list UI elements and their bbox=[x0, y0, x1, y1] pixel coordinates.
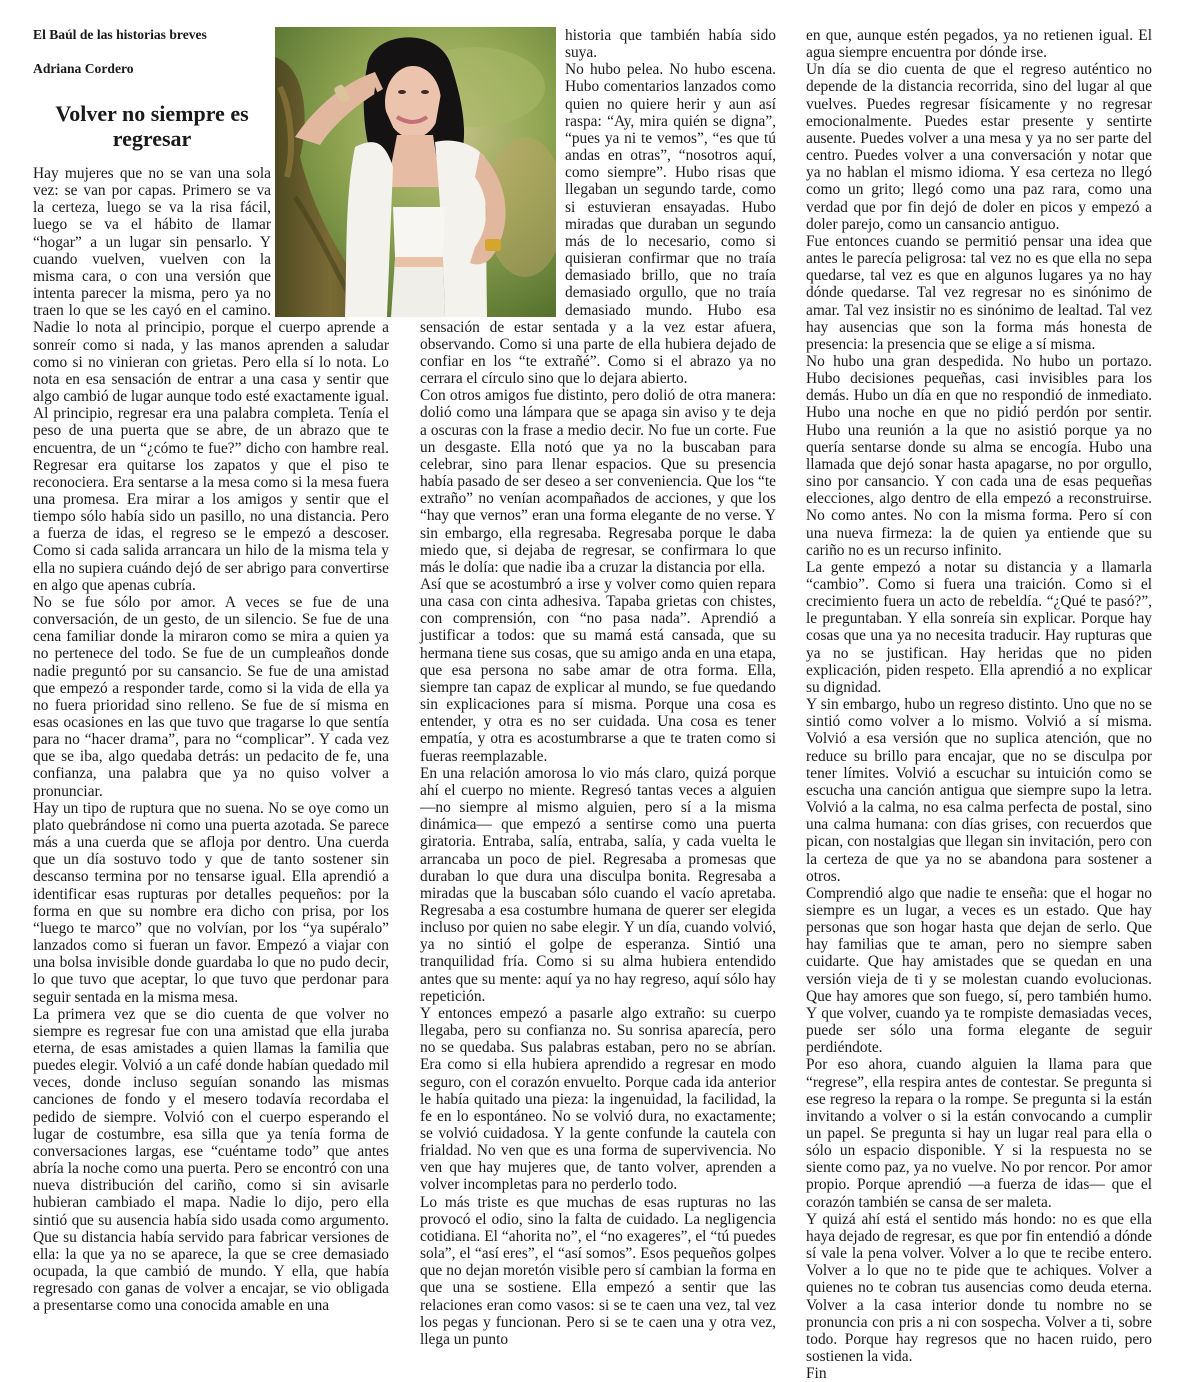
paragraph: La primera vez que se dio cuenta de que volver no siempre es regresar fue con una amistad que ella juraba eterna, de esas amistades a quien llamas la familia que puedes elegir. Volvió a un café donde habían quedado mil veces, donde incluso seguían sonando las mismas canciones de fondo y el mesero todavía recordaba el pedido de siempre. Volvió con el cuerpo esperando el lugar de costumbre, esa silla que ya tenía forma de conversaciones largas, ese “cuéntame todo” que antes abría la noche como una puerta. Pero se encontró con una nueva distribución del cariño, como si sin avisarle hubieran cambiado el mapa. Nadie lo dijo, pero ella sintió que su ausencia había sido usada como argumento. Que su distancia había servido para fabricar versiones de ella: la que ya no se aparece, la que se cree demasiado ocupada, la que cambió de mundo. Y ella, que había regresado con ganas de volver a encajar, se vio obligada a presentarse como una conocida amable en una bbox=[33, 1005, 389, 1315]
paragraph: Fue entonces cuando se permitió pensar una idea que antes le parecía peligrosa: tal vez no es que ella no sepa quedarse, tal vez es que en algunos lugares ya no hay dónde quedarse. Tal vez regresar no es sinónimo de amar. Tal vez insistir no es sinónimo de lealtad. Tal vez hay ausencias que son la forma más honesta de presencia: la presencia que se elige a sí misma. bbox=[806, 232, 1152, 353]
end-mark: Fin bbox=[806, 1365, 827, 1382]
paragraph: Hay mujeres que no se van una sola vez: se van por capas. Primero se va la certeza, luego se va la risa fácil, luego se va el hábito de llamar “hogar” a un lugar sin pensarlo. Y cuando vuelven, vuelven con la misma cara, o con una versión que intenta parecer la misma, pero ya no traen lo que se les cayó en el camino. Nadie lo nota al principio, porque el cuerpo aprende a sonreír como si nada, y las manos aprenden a saludar como si no vinieran con grietas. Pero ella sí lo nota. Lo nota en esa sensación de entrar a una casa y sentir que algo cambió de lugar aunque todo esté exactamente igual. bbox=[33, 165, 389, 406]
article-title: Volver no siempre es regresar bbox=[55, 101, 249, 151]
paragraph: Hay un tipo de ruptura que no suena. No se oye como un plato quebrándose ni como una puerta azotada. Se parece más a una cuerda que se afloja por dentro. Una cuerda que un día sostuvo todo y que de tanto sostener sin descanso termina por no tensarse igual. Ella aprendió a identificar esas rupturas por detalles pequeños: por la forma en que su nombre era dicho con prisa, por los “luego te marco” que no volvían, por los “ya supéralo” lanzados como si fueran un favor. Empezó a viajar con una bolsa invisible donde guardaba lo que no pudo decir, lo que tuvo que aceptar, lo que tuvo que perdonar para seguir sentada en la misma mesa. bbox=[33, 799, 389, 1006]
column-2 bbox=[420, 27, 776, 1348]
paragraph: En una relación amorosa lo vio más claro, quizá porque ahí el cuerpo no miente. Regresó tantas veces a alguien —no siempre al mismo alguien, pero sí a la misma dinámica— que empezó a sentirse como una puerta giratoria. Entraba, salía, entraba, salía, y cada vuelta le arrancaba un poco de piel. Regresaba a promesas que duraban lo que dura una disculpa bonita. Regresaba a miradas que la buscaban sólo cuando el vacío apretaba. Regresaba a esa costumbre humana de querer ser elegida incluso por quien no sabe elegir. Y un día, cuando volvió, ya no sintió el golpe de esperanza. Sintió una tranquilidad fría. Como si su alma hubiera entendido antes que su mente: aquí ya no hay regreso, aquí sólo hay repetición. bbox=[420, 764, 776, 1005]
photo-wrap-spacer bbox=[271, 27, 389, 319]
paragraph: La gente empezó a notar su distancia y a llamarla “cambio”. Como si fuera una traición. Como si el crecimiento fuera un acto de rebeldía. “¿Qué te pasó?”, le preguntaban. Y ella sonreía sin explicar. Porque hay cosas que una ya no necesita traducir. Hay rupturas que ya no se justifican. Hay heridas que no piden explicación, piden respeto. Ella aprendió a no explicar su dignidad. bbox=[806, 558, 1152, 696]
paragraph: Y entonces empezó a pasarle algo extraño: su cuerpo llegaba, pero su confianza no. Su sonrisa aparecía, pero no se quedaba. Sus palabras estaban, pero no se abrían. Era como si ella hubiera aprendido a regresar en modo seguro, con el corazón envuelto. Porque cada ida anterior le había quitado una pieza: la ingenuidad, la facilidad, la fe en lo espontáneo. No se volvió dura, no exactamente; se volvió cuidadosa. Y la gente confunde la cautela con frialdad. No ven que es una forma de supervivencia. No ven que hay mujeres que, de tanto volver, aprenden a volver incompletas para no perderlo todo. bbox=[420, 1004, 776, 1194]
paragraph: Al principio, regresar era una palabra completa. Tenía el peso de una puerta que se abre, de un abrazo que te encuentra, de un “¿cómo te fue?” dicho con hambre real. Regresar era quitarse los zapatos y que el piso te reconociera. Era sentarse a la mesa como si la mesa fuera una promesa. Era mirar a los amigos y sentir que el tiempo sólo había sido un pasillo, no una distancia. Pero a fuerza de idas, el regreso se le empezó a descoser. Como si cada salida arrancara un hilo de la misma tela y ella no supiera cuándo dejó de ser abrigo para convertirse en algo que apenas cubría. bbox=[33, 405, 389, 594]
paragraph: Comprendió algo que nadie te enseña: que el hogar no siempre es un lugar, a veces es un estado. Que hay personas que son hogar hasta que dejan de serlo. Que hay familias que te aman, pero no siempre saben cuidarte. Que hay amistades que se quedan en una versión vieja de ti y se molestan cuando evolucionas. Que hay amores que son fuego, sí, pero también humo. Y que volver, cuando ya te rompiste demasiadas veces, puede ser sólo una forma elegante de seguir perdiéndote. bbox=[806, 884, 1152, 1057]
paragraph: No hubo una gran despedida. No hubo un portazo. Hubo decisiones pequeñas, casi invisibles para los demás. Hubo un día en que no respondió de inmediato. Hubo una noche en que no pidió perdón por sentir. Hubo una reunión a la que no asistió porque ya no quería sentarse donde su alma se encogía. Hubo una llamada que dejó sonar hasta apagarse, no por orgullo, sino por cansancio. Y con cada una de esas pequeñas elecciones, algo dentro de ella empezó a reconstruirse. No como antes. No con la misma forma. Pero sí con una nueva firmeza: la de quien ya entiende que su cariño no es un recurso infinito. bbox=[806, 352, 1152, 559]
paragraph: Y quizá ahí está el sentido más hondo: no es que ella haya dejado de regresar, es que por fin entendió a dónde sí vale la pena volver. Volver a lo que te recibe entero. Volver a lo que no te pide que te achiques. Volver a quienes no te cobran tus ausencias como deuda eterna. Volver a la casa interior donde tu nombre no se pronuncia con pris a ni con sospecha. Volver a ti, sobre todo. Porque hay regresos que no hacen ruido, pero sostienen la vida. bbox=[806, 1210, 1152, 1366]
paragraph: Un día se dio cuenta de que el regreso auténtico no depende de la distancia recorrida, sino del lugar al que vuelves. Puedes regresar físicamente y no regresar emocionalmente. Puedes estar presente y sentirte ausente. Puedes volver a una mesa y ya no ser parte del centro. Puedes volver a una conversación y notar que ya no hablan el mismo idioma. Y esa certeza no llegó como un grito; llegó como una paz rara, como una verdad que por fin dejó de doler en picos y empezó a doler parejo, como un cansancio antiguo. bbox=[806, 61, 1152, 233]
paragraph: Y sin embargo, hubo un regreso distinto. Uno que no se sintió como volver a lo mismo. Volvió a sí misma. Volvió a esa versión que no suplica atención, que no reduce su brillo para encajar, que no se disculpa por tener límites. Volvió a escuchar su intuición como se escucha una canción antigua que siempre supo la letra. Volvió a la calma, no esa calma perfecta de postal, sino una calma humana: con días grises, con recuerdos que pican, con nostalgias que llegan sin invitación, pero con la certeza de que ya no se abandona para sostener a otros. bbox=[806, 696, 1152, 885]
paragraph: Lo más triste es que muchas de esas rupturas no las provocó el odio, sino la falta de cuidado. La negligencia cotidiana. El “ahorita no”, el “no exageres”, el “tú puedes sola”, el “así eres”, el “así somos”. Esos pequeños golpes que no dejan moretón visible pero sí cambian la forma en que una se sostiene. Ella empezó a sentir que las relaciones eran como vasos: si se te caen una vez, tal vez los pegas y funcionan. Pero si se te caen una y otra vez, llega un punto bbox=[420, 1193, 776, 1348]
column-3 bbox=[806, 27, 1152, 1382]
paragraph: en que, aunque estén pegados, ya no retienen igual. El agua siempre encuentra por dónde irse. bbox=[806, 27, 1152, 62]
photo-wrap-spacer bbox=[420, 27, 565, 317]
paragraph: historia que también había sido suya. bbox=[565, 27, 776, 62]
paragraph: No hubo pelea. No hubo escena. Hubo comentarios lanzados como quien no quiere herir y aun así raspa: “Ay, mira quién se digna”, “pues ya ni te vemos”, “es que tú andas en otras”, “nosotros aquí, como siempre”. Hubo risas que llegaban un segundo tarde, como si estuvieran ensayadas. Hubo miradas que duraban un segundo más de lo necesario, como si quisieran confirmar que no traía demasiado brillo, que no traía demasiado orgullo, que no traía demasiado mundo. Hubo esa sensación de estar sentada y a la vez estar afuera, observando. Como si una parte de ella hubiera dejado de confiar en los “te extrañé”. Como si el abrazo ya no cerrara el círculo sino que lo dejara abierto. bbox=[420, 61, 776, 388]
paragraph: No se fue sólo por amor. A veces se fue de una conversación, de un gesto, de un silencio. Se fue de una cena familiar donde la miraron como se mira a quien ya no pertenece del todo. Se fue de un cumpleaños donde nadie preguntó por su cansancio. Se fue de una amistad que empezó a responder tarde, como si la vida de ella ya no fuera prioridad sino relleno. Se fue de sí misma en esas ocasiones en las que tuvo que tragarse lo que sentía para no “hacer drama”, para no “complicar”. Y cada vez que se iba, algo quedaba detrás: un pedacito de fe, una confianza, una palabra que ya no quiso volver a pronunciar. bbox=[33, 593, 389, 800]
series-name: El Baúl de las historias breves bbox=[33, 27, 207, 42]
paragraph: Con otros amigos fue distinto, pero dolió de otra manera: dolió como una lámpara que se apaga sin aviso y te deja a oscuras con la frase a medio decir. No fue un corte. Fue un desgaste. Ella notó que ya no la buscaban para celebrar, sino para llenar espacios. Que su presencia había pasado de ser deseo a ser conveniencia. Que los “te extraño” no venían acompañados de acciones, y que los “hay que vernos” eran una forma elegante de no verse. Y sin embargo, ella regresaba. Regresaba porque le daba miedo que, si dejaba de regresar, se confirmara lo que más le dolía: que nadie iba a cruzar la distancia por ella. bbox=[420, 387, 776, 576]
column-1 bbox=[33, 27, 389, 1314]
paragraph: Por eso ahora, cuando alguien la llama para que “regrese”, ella respira antes de contestar. Se pregunta si ese regreso la repara o la rompe. Se pregunta si la están invitando a volver o si la están convocando a cumplir un papel. Se pregunta si hay un lugar real para ella o sólo un espacio disponible. Y si la respuesta no se siente como paz, ya no vuelve. No por rencor. Por amor propio. Porque aprendió —a fuerza de idas— que el corazón también se cansa de ser maleta. bbox=[806, 1056, 1152, 1211]
author-name: Adriana Cordero bbox=[33, 61, 134, 76]
paragraph: Así que se acostumbró a irse y volver como quien repara una casa con cinta adhesiva. Tapaba grietas con chistes, con comprensión, con “no pasa nada”. Aprendió a justificar a todos: que su mamá está cansada, que su hermana tiene sus cosas, que su amigo anda en una etapa, que esa persona no sabe amar de otra forma. Ella, siempre tan capaz de explicar al mundo, se fue quedando sin explicaciones para sí misma. Porque una cosa es entender, y otra es no ser cuidada. Una cosa es tener empatía, y otra es acostumbrarse a que te traten como si fueras reemplazable. bbox=[420, 576, 776, 765]
